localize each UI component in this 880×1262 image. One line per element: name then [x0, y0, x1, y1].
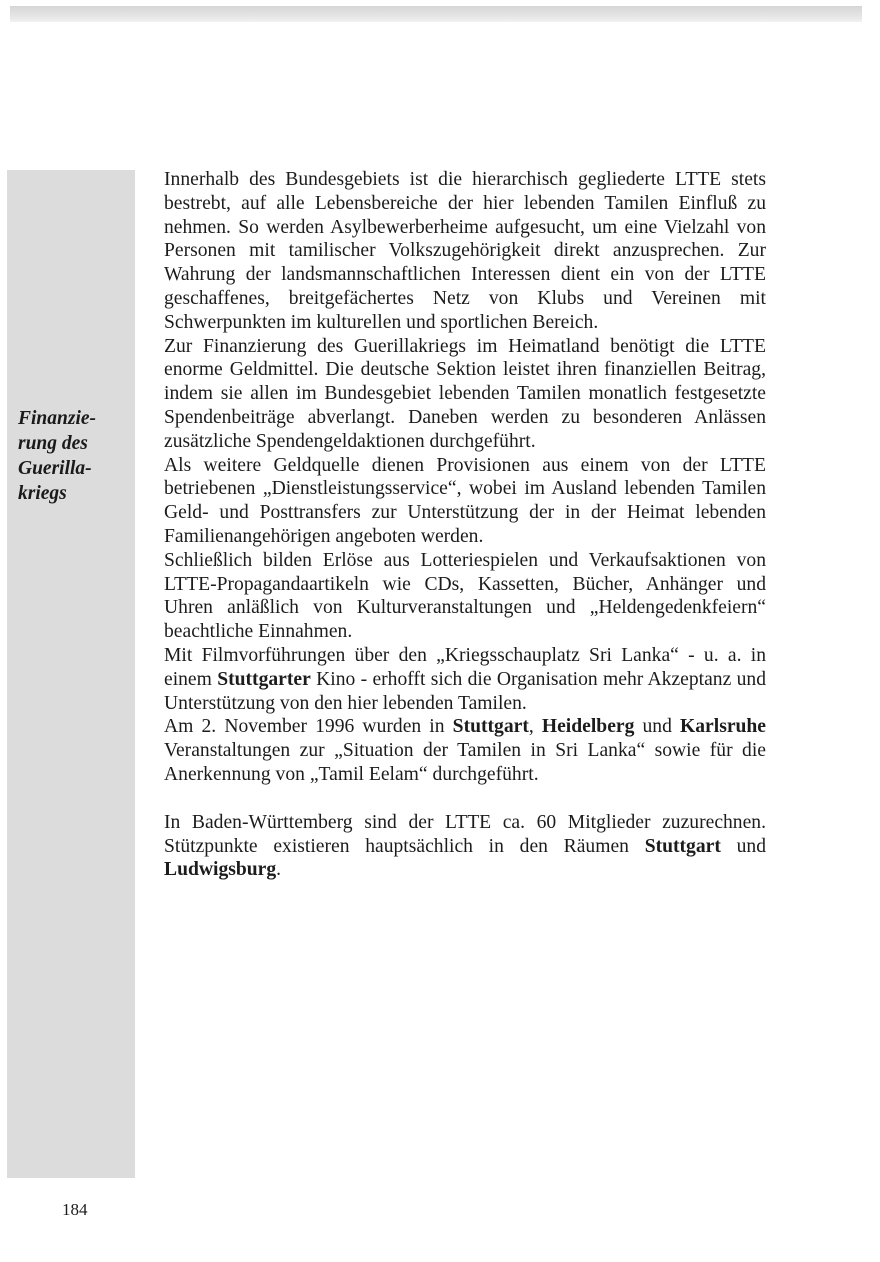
text-run: Am 2. November 1996 wurden in [164, 716, 453, 738]
paragraph-events [164, 715, 766, 786]
paragraph-members [164, 811, 766, 882]
bold-place: Stuttgart [452, 716, 529, 738]
text-run: In Baden-Württemberg sind der LTTE ca. 60 Mitglieder zuzurechnen. Stützpunkte existieren hauptsächlich in den Räumen [164, 811, 766, 857]
paragraph-ltte-influence: Innerhalb des Bundesgebiets ist die hierarchisch gegliederte LTTE stets bestrebt, auf alle Lebensbereiche der hier lebenden Tamilen Einfluß zu nehmen. So werden Asylbewerberheime aufgesucht, um eine Vielzahl von Personen mit tamilischer Volkszugehörigkeit direkt anzusprechen. Zur Wahrung der landsmannschaftlichen Interessen dient ein von der LTTE geschaffenes, breitgefächertes Netz von Klubs und Vereinen mit Schwerpunkten im kulturellen und sportlichen Bereich. [164, 169, 766, 333]
text-run: Kino - erhofft sich die Organisation mehr Akzeptanz und Unterstützung von den hier lebenden Tamilen. [164, 668, 766, 714]
text-run: Mit Filmvorführungen über den „Kriegsschauplatz Sri Lanka“ - u. a. in einem [164, 644, 766, 690]
margin-note [18, 406, 130, 506]
text-run: und [720, 835, 766, 857]
body-text [164, 168, 766, 882]
paragraph-financing: Zur Finanzierung des Guerillakriegs im Heimatland benötigt die LTTE enorme Geldmittel. Die deutsche Sektion leistet ihren finanziellen Beitrag, indem sie allen im Bundesgebiet lebenden Tamilen monatlich festgesetzte Spendenbeiträge abverlangt. Daneben werden zu besonderen Anlässen zusätzliche Spendengeldaktionen durchgeführt. [164, 335, 766, 452]
margin-note-line: Guerilla- [18, 458, 92, 479]
paragraph-gap [164, 787, 766, 811]
scan-top-edge [10, 6, 862, 22]
paragraph-films [164, 644, 766, 715]
bold-place: Heidelberg [541, 716, 635, 738]
margin-note-line: kriegs [18, 483, 67, 504]
bold-place: Karlsruhe [680, 716, 767, 738]
bold-place: Ludwigsburg [164, 859, 277, 881]
margin-column [7, 170, 135, 1178]
paragraph-service: Als weitere Geldquelle dienen Provisionen aus einem von der LTTE betriebenen „Dienstleistungsservice“, wobei im Ausland lebenden Tamilen Geld- und Posttransfers zur Unterstützung der in der Heimat lebenden Familienangehörigen angeboten werden. [164, 454, 766, 547]
page-number: 184 [62, 1200, 88, 1219]
text-run: , [528, 716, 542, 738]
text-run: . [276, 859, 282, 881]
bold-place: Stuttgarter [217, 668, 311, 690]
text-run: Veranstaltungen zur „Situation der Tamilen in Sri Lanka“ sowie für die Anerkennung von „Tamil Eelam“ durchgeführt. [164, 740, 766, 785]
margin-note-line: rung des [18, 433, 88, 454]
paragraph-lotteries: Schließlich bilden Erlöse aus Lotteriespielen und Verkaufsaktionen von LTTE-Propagandaartikeln wie CDs, Kassetten, Bücher, Anhänger und Uhren anläßlich von Kulturveranstaltungen und „Heldengedenkfeiern“ beachtliche Einnahmen. [164, 549, 766, 643]
bold-place: Stuttgart [644, 835, 721, 857]
text-run: und [634, 716, 681, 738]
margin-note-line: Finanzie- [18, 408, 97, 429]
